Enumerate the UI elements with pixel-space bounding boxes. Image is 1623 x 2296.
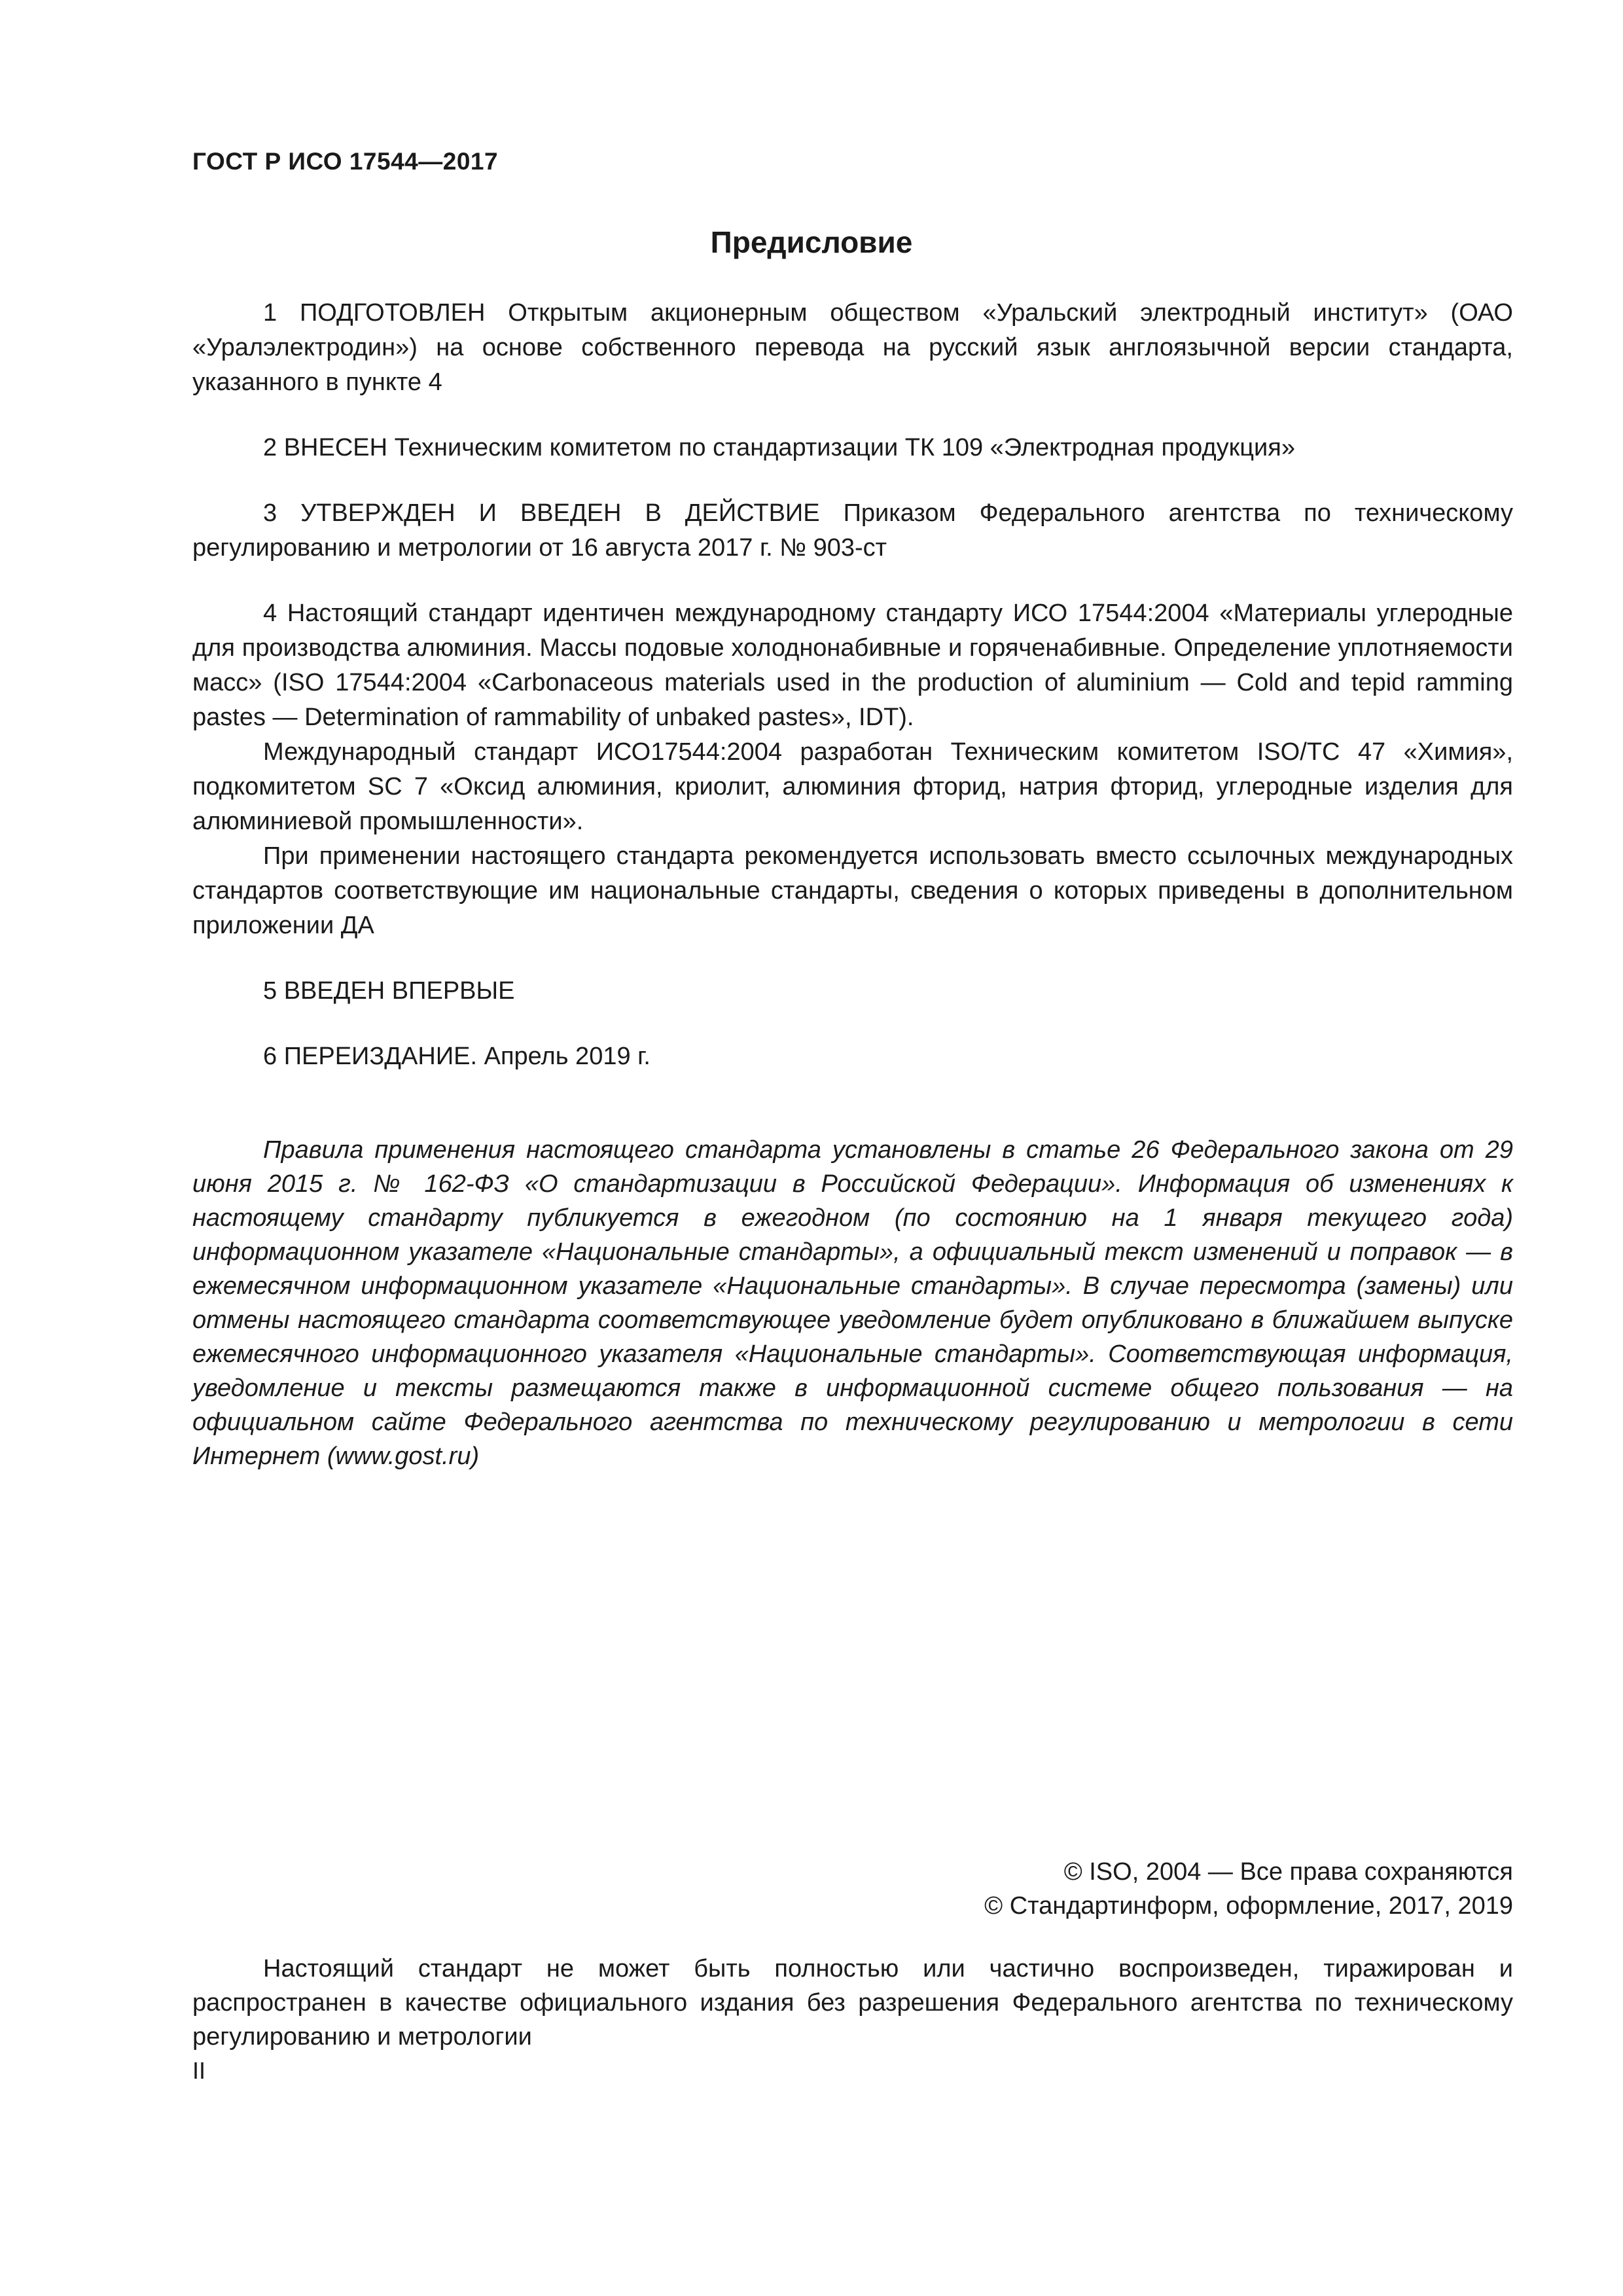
preface-items: [192, 296, 1513, 1074]
page-number: II: [192, 2057, 206, 2084]
copyright-standartinform: © Стандартинформ, оформление, 2017, 2019: [984, 1892, 1513, 1920]
preface-item-5: 5 ВВЕДЕН ВПЕРВЫЕ: [263, 977, 515, 1005]
preface-item-4-para-3: При применении настоящего стандарта рекомендуется использовать вместо ссылочных международных стандартов соответствующие им национальные стандарты, сведения о которых приведены в дополнительном приложении ДА: [192, 842, 1513, 939]
copyright-block: [984, 1855, 1513, 1923]
rules-note: [192, 1133, 1513, 1473]
document-code: ГОСТ Р ИСО 17544—2017: [192, 148, 499, 175]
preface-item-4-para-2: Международный стандарт ИСО17544:2004 разработан Техническим комитетом ISO/TC 47 «Химия», подкомитетом SC 7 «Оксид алюминия, криолит, алюминия фторид, натрия фторид, углеродные изделия для алюминиевой промышленности».: [192, 738, 1513, 835]
preface-item-3: 3 УТВЕРЖДЕН И ВВЕДЕН В ДЕЙСТВИЕ Приказом Федерального агентства по техническому регулированию и метрологии от 16 августа 2017 г. № 903-ст: [192, 499, 1513, 562]
page-title: Предисловие: [710, 225, 913, 259]
rules-note-text: Правила применения настоящего стандарта установлены в статье 26 Федерального закона от 29 июня 2015 г. № 162-ФЗ «О стандартизации в Российской Федерации». Информация об изменениях к настоящему стандарту публикуется в ежегодном (по состоянию на 1 января текущего года) информационном указателе «Национальные стандарты», а официальный текст изменений и поправок — в ежемесячном информационном указателе «Национальные стандарты». В случае пересмотра (замены) или отмены настоящего стандарта соответствующее уведомление будет опубликовано в ближайшем выпуске ежемесячного информационного указателя «Национальные стандарты». Соответствующая информация, уведомление и тексты размещаются также в информационной системе общего пользования — на официальном сайте Федерального агентства по техническому регулированию и метрологии в сети Интернет (www.gost.ru): [192, 1136, 1513, 1470]
preface-item-4: 4 Настоящий стандарт идентичен международному стандарту ИСО 17544:2004 «Материалы углеродные для производства алюминия. Массы подовые холоднонабивные и горяченабивные. Определение уплотняемости масс» (ISO 17544:2004 «Carbonaceous materials used in the production of aluminium — Cold and tepid ramming pastes — Determination of rammability of unbaked pastes», IDT).: [192, 600, 1513, 731]
preface-item-2: 2 ВНЕСЕН Техническим комитетом по стандартизации ТК 109 «Электродная продукция»: [263, 434, 1295, 461]
preface-item-1: 1 ПОДГОТОВЛЕН Открытым акционерным обществом «Уральский электродный институт» (ОАО «Уралэлектродин») на основе собственного перевода на русский язык англоязычной версии стандарта, указанного в пункте 4: [192, 299, 1513, 396]
preface-item-6: 6 ПЕРЕИЗДАНИЕ. Апрель 2019 г.: [263, 1043, 651, 1070]
reproduction-notice-text: Настоящий стандарт не может быть полностью или частично воспроизведен, тиражирован и распространен в качестве официального издания без разрешения Федерального агентства по техническому регулированию и метрологии: [192, 1955, 1513, 2051]
reproduction-notice: [192, 1952, 1513, 2054]
copyright-iso: © ISO, 2004 — Все права сохраняются: [1063, 1858, 1513, 1886]
